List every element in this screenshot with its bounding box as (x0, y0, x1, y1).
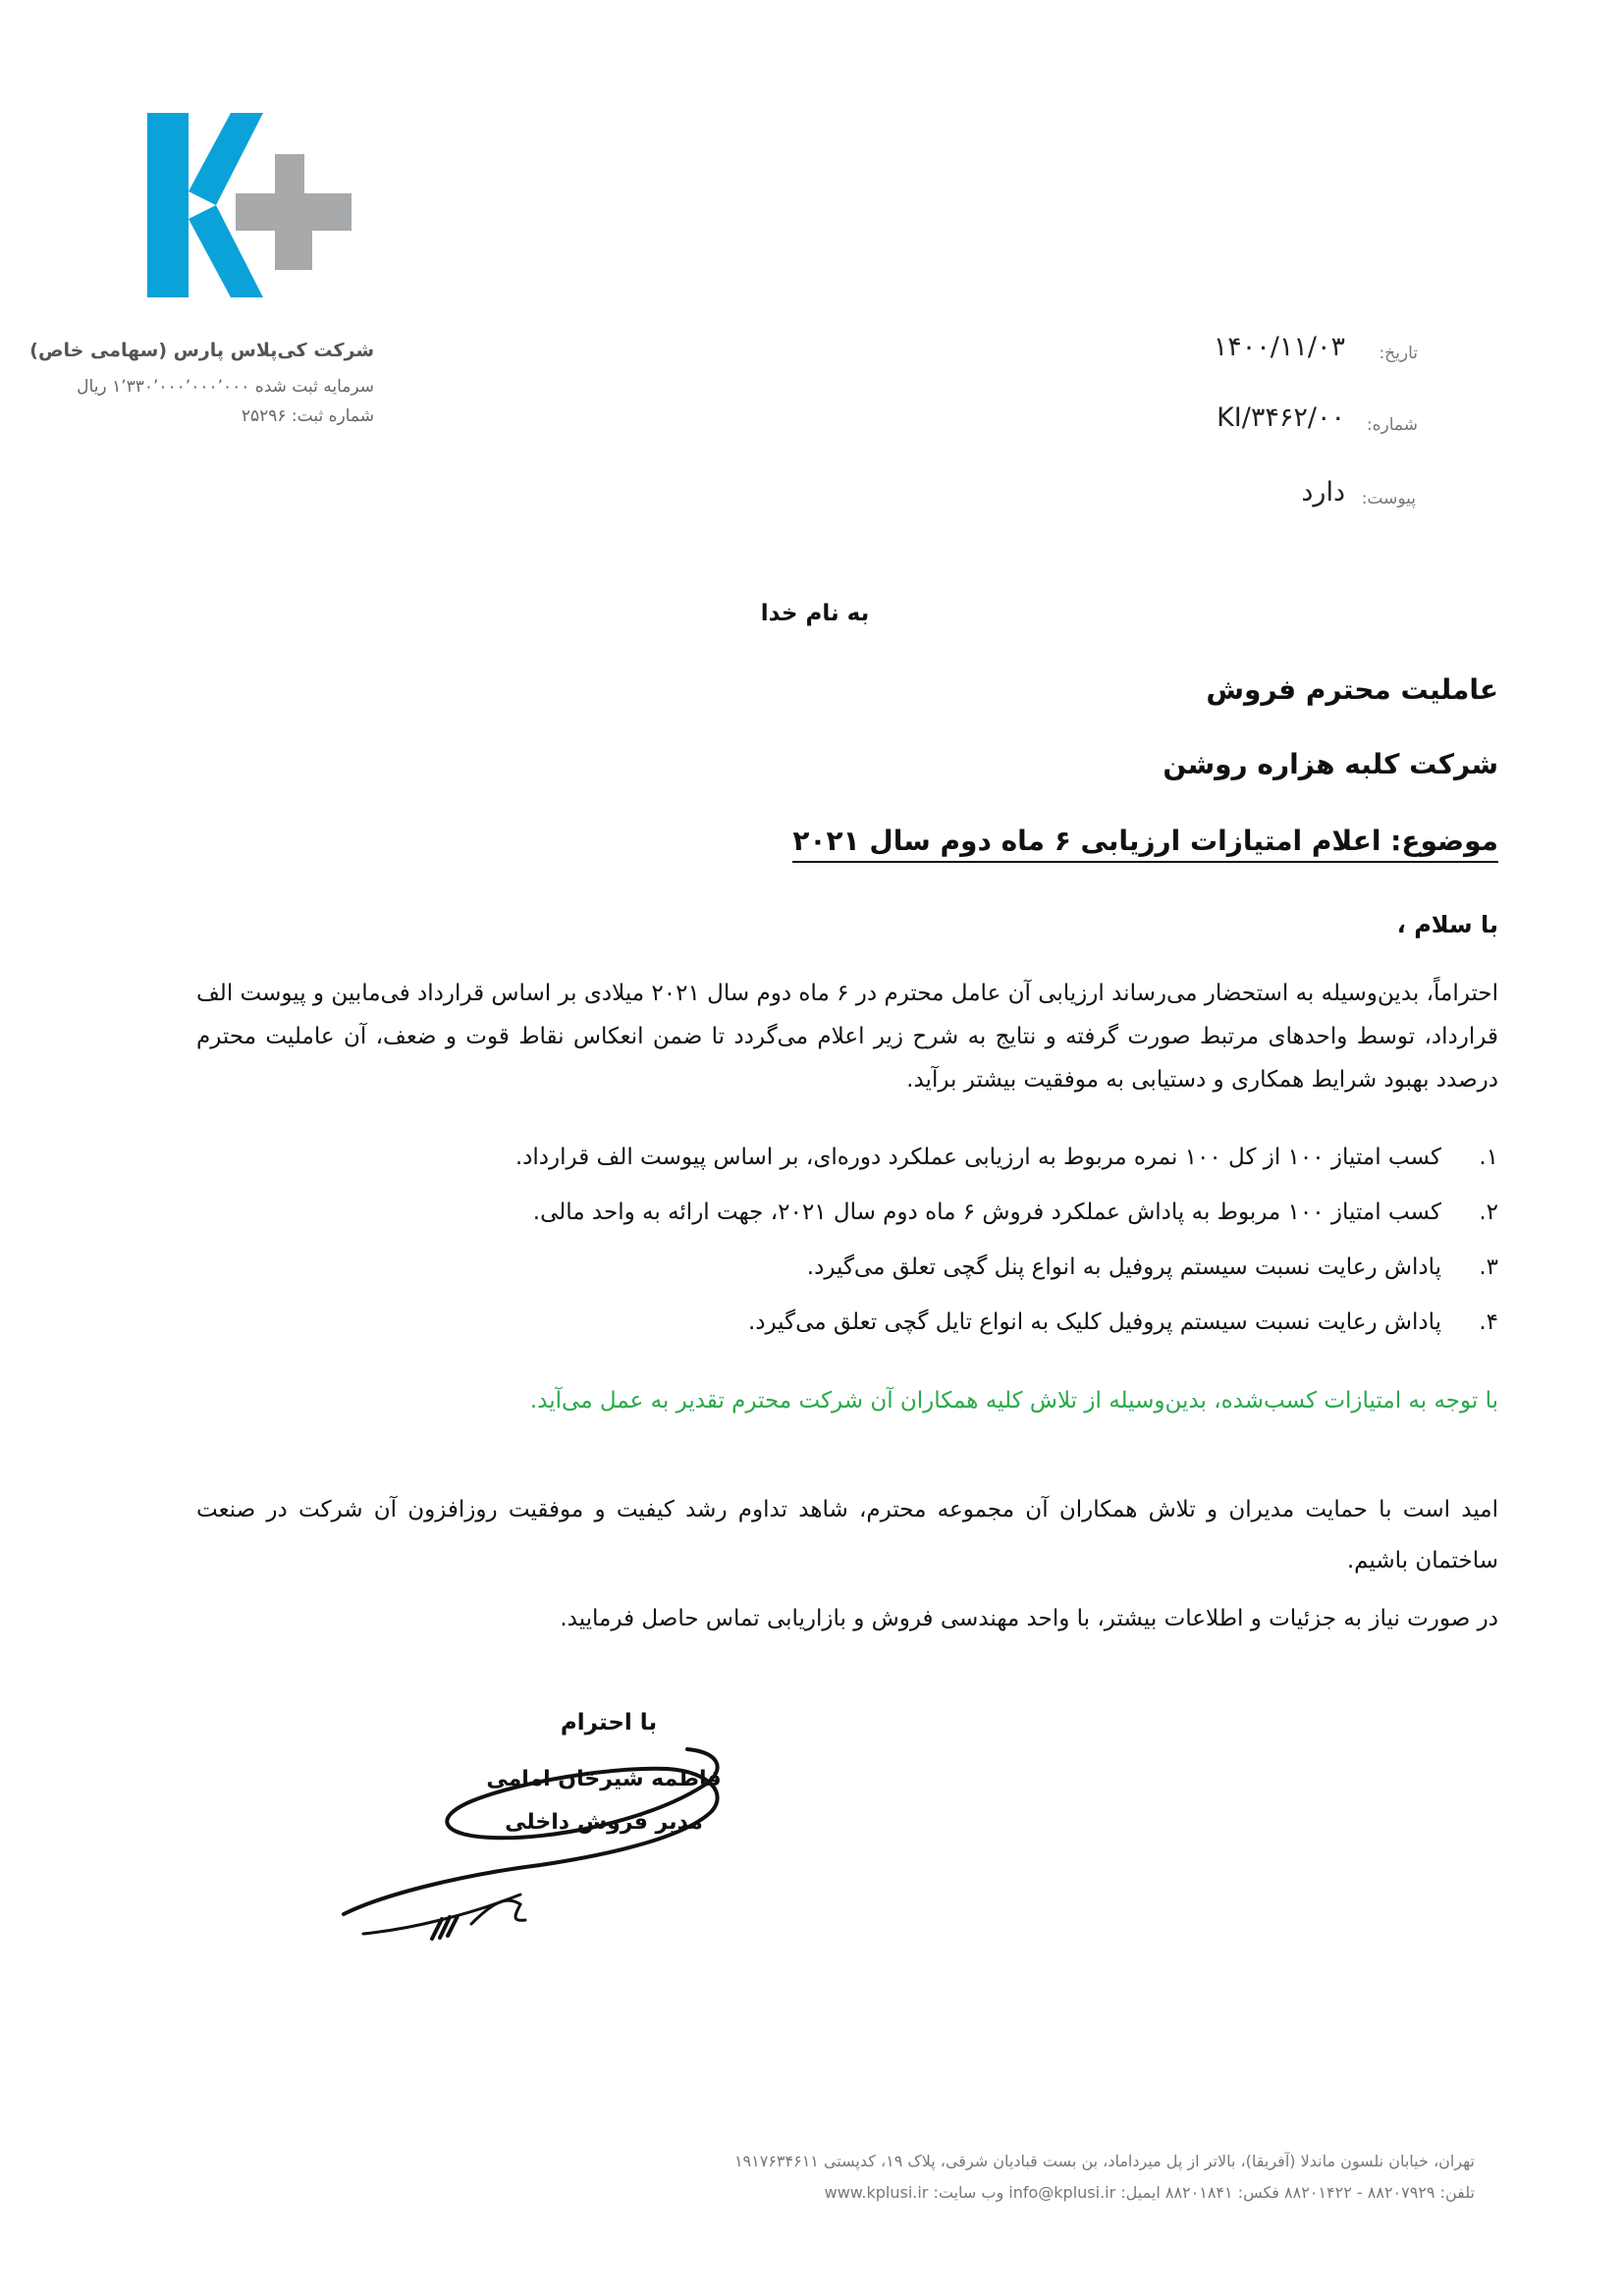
logo-k-upper-arm (189, 113, 263, 205)
list-item-text: پاداش رعایت نسبت سیستم پروفیل به انواع پنل گچی تعلق می‌گیرد. (806, 1255, 1441, 1280)
contact-paragraph: در صورت نیاز به جزئیات و اطلاعات بیشتر، با واحد مهندسی فروش و بازاریابی تماس حاصل فرمایید. (560, 1606, 1498, 1631)
list-item-number: ۳. (1479, 1255, 1498, 1280)
list-item (533, 1200, 1498, 1225)
logo-plus-horizontal (236, 193, 352, 231)
number-value: ۰۰/KI/۳۴۶۲ (1217, 402, 1345, 433)
number-label: شماره: (1366, 415, 1418, 435)
greeting: با سلام ، (1396, 911, 1498, 938)
intro-paragraph: احتراماً، بدین‌وسیله به استحضار می‌رساند ارزیابی آن عامل محترم در ۶ ماه دوم سال ۲۰۲۱ میلادی بر اساس قرارداد فی‌مابین و پیوست الف قرارداد، توسط واحدهای مرتبط صورت گرفته و نتایج به شرح زیر اعلام می‌گردد تا ضمن انعکاس نقاط قوت و ضعف، آن عاملیت محترم درصدد بهبود شرایط همکاری و دستیابی به موفقیت بیشتر برآید. (196, 981, 1498, 1093)
footer-address: تهران، خیابان نلسون ماندلا (آفریقا)، بالاتر از پل میرداماد، بن بست قبادیان شرقی، پلاک ۱۹، کدپستی ۱۹۱۷۶۳۴۶۱۱ (733, 2152, 1475, 2170)
company-capital: سرمایه ثبت شده ۱٬۳۳۰٬۰۰۰٬۰۰۰٬۰۰۰ ریال (77, 377, 374, 397)
bismillah-heading: به نام خدا (760, 601, 870, 626)
recipient-title: عاملیت محترم فروش (1206, 673, 1498, 706)
company-registration: شماره ثبت: ۲۵۲۹۶ (241, 406, 374, 426)
handwritten-signature (324, 1728, 736, 1944)
signer-name: فاطمه شیرخان امامی (486, 1767, 722, 1791)
recipient-company: شرکت کلبه هزاره روشن (1163, 748, 1498, 780)
list-item (807, 1255, 1498, 1280)
list-item-text: کسب امتیاز ۱۰۰ مربوط به پاداش عملکرد فروش ۶ ماه دوم سال ۲۰۲۱، جهت ارائه به واحد مالی. (532, 1200, 1441, 1225)
company-name: شرکت کی‌پلاس پارس (سهامی خاص) (29, 340, 374, 361)
list-item-number: ۲. (1479, 1200, 1498, 1225)
signer-title: مدیر فروش داخلی (505, 1810, 703, 1835)
list-item (515, 1145, 1498, 1170)
closing-paragraph: امید است با حمایت مدیران و تلاش همکاران آن مجموعه محترم، شاهد تداوم رشد کیفیت و موفقیت روزافزون آن شرکت در صنعت ساختمان باشیم. (196, 1497, 1498, 1574)
date-value: ۱۴۰۰/۱۱/۰۳ (1213, 332, 1345, 362)
attachment-value: دارد (1301, 477, 1345, 507)
footer-contact: تلفن: ۸۸۲۰۷۹۲۹ - ۸۸۲۰۱۴۲۲ فکس: ۸۸۲۰۱۸۴۱ ایمیل: info@kplusi.ir وب سایت: www.kplusi.ir (824, 2183, 1475, 2202)
date-label: تاریخ: (1379, 344, 1418, 363)
logo-k-stem (147, 113, 189, 297)
list-item-text: پاداش رعایت نسبت سیستم پروفیل کلیک به انواع تایل گچی تعلق می‌گیرد. (747, 1309, 1441, 1335)
letter-subject: موضوع: اعلام امتیازات ارزیابی ۶ ماه دوم سال ۲۰۲۱ (792, 825, 1498, 863)
list-item-number: ۴. (1479, 1309, 1498, 1335)
company-logo (147, 113, 363, 304)
regards: با احترام (560, 1710, 658, 1735)
list-item-number: ۱. (1479, 1145, 1498, 1170)
list-item-text: کسب امتیاز ۱۰۰ از کل ۱۰۰ نمره مربوط به ارزیابی عملکرد دوره‌ای، بر اساس پیوست الف قرارداد. (514, 1145, 1441, 1170)
attachment-label: پیوست: (1361, 489, 1416, 508)
list-item (748, 1309, 1498, 1335)
appreciation-note: با توجه به امتیازات کسب‌شده، بدین‌وسیله از تلاش کلیه همکاران آن شرکت محترم تقدیر به عمل می‌آید. (529, 1388, 1498, 1414)
